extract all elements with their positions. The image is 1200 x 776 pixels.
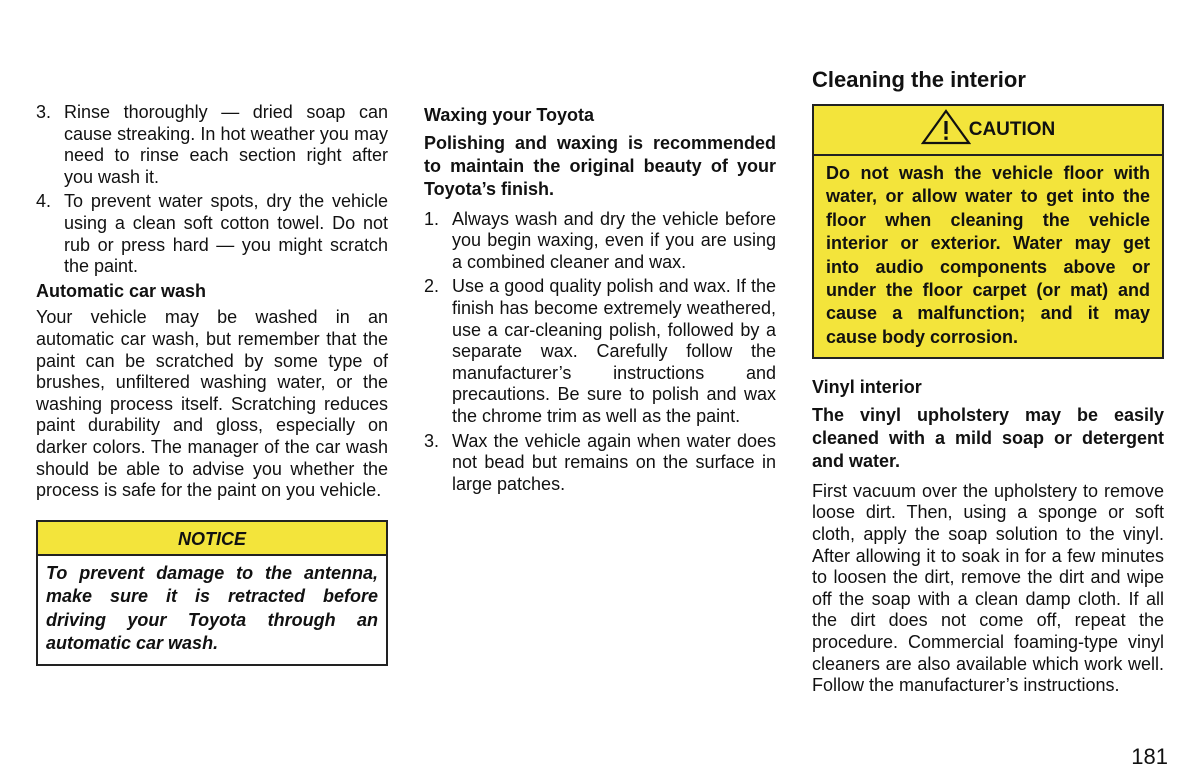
waxing-lead: Polishing and waxing is recommended to maintain the original beauty of your Toyota’s finish. [424,132,776,199]
list-text: Rinse thoroughly — dried soap can cause streaking. In hot weather you may need to rinse each section right after you wash it. [64,102,388,187]
automatic-car-wash-heading: Automatic car wash [36,280,207,301]
list-number: 3. [36,102,52,122]
list-text: Use a good quality polish and wax. If the finish has become extremely weathered, use a car-cleaning polish, followed by a separate wax. Carefully follow the manufacturer’s instructions and precautions. Be sure to polish and wax the chrome trim as well as the paint. [452,276,776,426]
waxing-steps-list [424,209,776,496]
list-text: Always wash and dry the vehicle before you begin waxing, even if you are using a combined cleaner and wax. [452,208,776,272]
caution-title: CAUTION [968,119,1056,140]
waxing-heading: Waxing your Toyota [424,105,595,125]
column-middle [424,102,776,498]
list-number: 3. [424,430,440,451]
list-text: To prevent water spots, dry the vehicle using a clean soft cotton towel. Do not rub or press hard — you might scratch the paint. [64,191,388,277]
page-number: 181 [1131,744,1168,769]
wash-steps-list [36,102,388,278]
notice-text: To prevent damage to the antenna, make sure it is retracted before driving your Toyota through an automatic car wash. [46,562,378,654]
notice-title: NOTICE [38,522,386,556]
list-number: 2. [424,276,440,297]
warning-triangle-icon [921,109,971,145]
list-item [36,191,388,277]
column-right [812,66,1164,697]
vinyl-text: First vacuum over the upholstery to remove loose dirt. Then, using a sponge or soft cloth, apply the soap solution to the vinyl. After allowing it to soak in for a few minutes to loosen the dirt, remove the dirt and wipe off the soap with a clean damp cloth. If all the dirt does not come off, repeat the procedure. Commercial foaming-type vinyl cleaners are also available which work well. Follow the manufacturer’s instructions. [812,480,1164,696]
caution-text: Do not wash the vehicle floor with water, or allow water to get into the floor when cleaning the vehicle interior or exterior. Water may get into audio components above or under the floor carpet (or mat) and cause a malfunction; and it may cause body corrosion. [826,163,1150,347]
list-text: Wax the vehicle again when water does not bead but remains on the surface in large patches. [452,430,776,494]
caution-box [812,104,1164,359]
list-item [424,276,776,427]
notice-box [36,520,388,666]
list-number: 1. [424,208,440,229]
column-left [36,102,388,666]
section-title: Cleaning the interior [812,67,1026,92]
vinyl-heading: Vinyl interior [812,377,922,398]
list-item [36,102,388,188]
list-item [424,431,776,496]
caution-header [814,106,1162,156]
list-number: 4. [36,191,52,212]
list-item [424,209,776,274]
vinyl-lead: The vinyl upholstery may be easily cleaned with a mild soap or detergent and water. [812,404,1164,471]
automatic-car-wash-text: Your vehicle may be washed in an automatic car wash, but remember that the paint can be scratched by some type of brushes, unfiltered washing water, or the washing process itself. Scratching reduces paint durability and gloss, especially on darker colors. The manager of the car wash should be able to advise you whether the process is safe for the paint on you vehicle. [36,307,388,501]
